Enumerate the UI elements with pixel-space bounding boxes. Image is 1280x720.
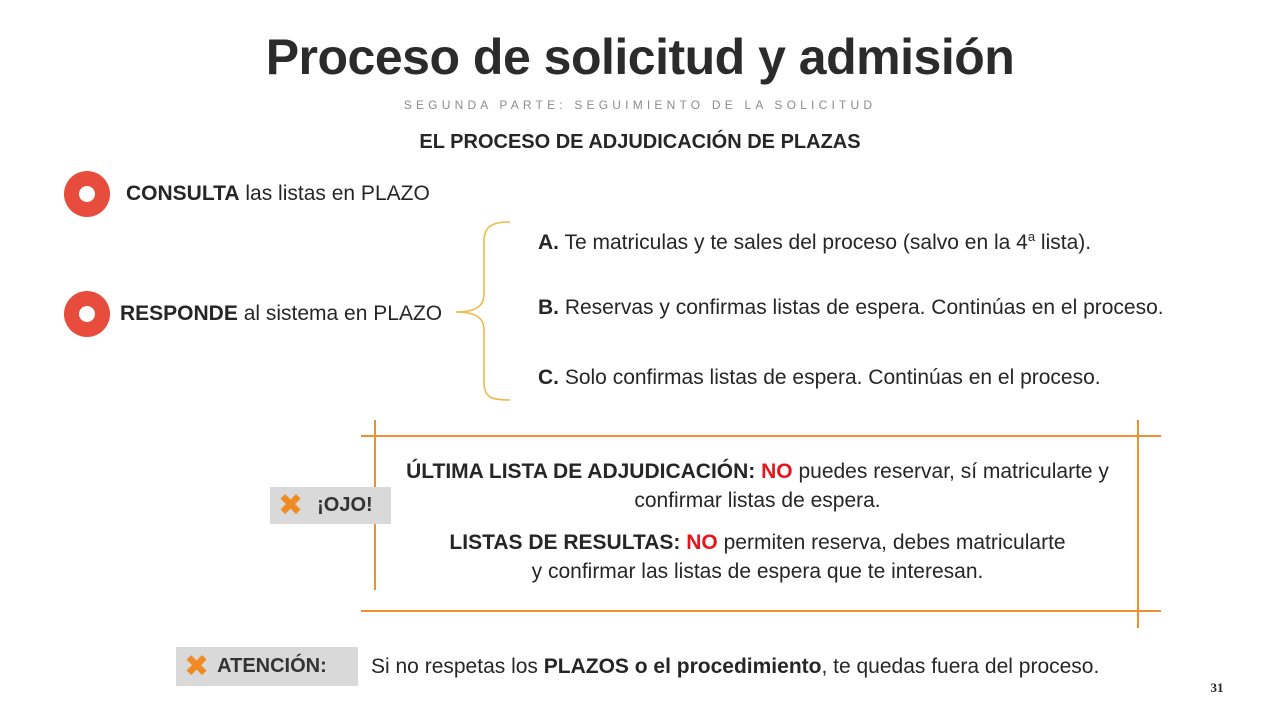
warning-item-heading: LISTAS DE RESULTAS: [449,531,681,554]
step-responde-text: al sistema en PLAZO [237,302,443,325]
option-a-text-end: lista). [1035,231,1092,254]
option-a-superscript: a [1027,229,1036,244]
option-b [538,296,1164,320]
step-consulta-text: las listas en PLAZO [239,182,430,205]
option-a-text: Te matriculas y te sales del proceso (salvo en la 4 [559,231,1028,254]
no-emphasis: NO [686,531,718,554]
bullet-circle-icon [64,171,110,217]
attention-text [371,655,1099,679]
curly-brace-icon [452,218,516,404]
slide-title: Proceso de solicitud y admisión [265,29,1015,85]
option-c-text: Solo confirmas listas de espera. Continúas en el proceso. [559,366,1101,389]
warning-item-text-line2: y confirmar las listas de espera que te interesan. [531,560,984,583]
no-emphasis: NO [761,460,793,483]
option-c-letter: C. [538,366,559,389]
attention-text-start: Si no respetas los [371,655,544,678]
option-b-text: Reservas y confirmas listas de espera. Continúas en el proceso. [559,296,1164,319]
warning-item-text: puedes reservar, sí matricularte y [792,460,1109,483]
warning-item-heading: ÚLTIMA LISTA DE ADJUDICACIÓN: [406,460,756,483]
x-icon: ✖ [184,649,210,683]
warning-item-text-line2: confirmar listas de espera. [634,489,881,512]
option-b-letter: B. [538,296,559,319]
warning-item-resultas [385,528,1130,586]
warning-item-ultima-lista [385,457,1130,515]
attention-label: ATENCIÓN: [217,655,327,677]
ojo-label: ¡OJO! [317,494,373,516]
section-heading: EL PROCESO DE ADJUDICACIÓN DE PLAZAS [419,131,861,153]
attention-tag [176,647,358,686]
page-number: 31 [1210,680,1224,695]
option-c [538,366,1101,390]
option-a-letter: A. [538,231,559,254]
step-responde-keyword: RESPONDE [120,302,238,325]
step-consulta [126,182,430,206]
ojo-tag [270,487,391,524]
attention-text-bold: PLAZOS o el procedimiento [543,655,822,678]
slide-subtitle: SEGUNDA PARTE: SEGUIMIENTO DE LA SOLICITUD [403,98,877,112]
bullet-circle-icon [64,291,110,337]
x-icon: ✖ [278,488,304,522]
warning-item-line [385,528,1130,557]
warning-item-line [385,457,1130,486]
warning-item-text: permiten reserva, debes matricularte [717,531,1066,554]
frame-right-line [1137,420,1139,628]
option-a [538,229,1091,255]
step-consulta-keyword: CONSULTA [126,182,240,205]
frame-bottom-line [361,610,1161,612]
step-responde [120,302,442,326]
frame-top-line [361,435,1161,437]
attention-text-end: , te quedas fuera del proceso. [821,655,1100,678]
